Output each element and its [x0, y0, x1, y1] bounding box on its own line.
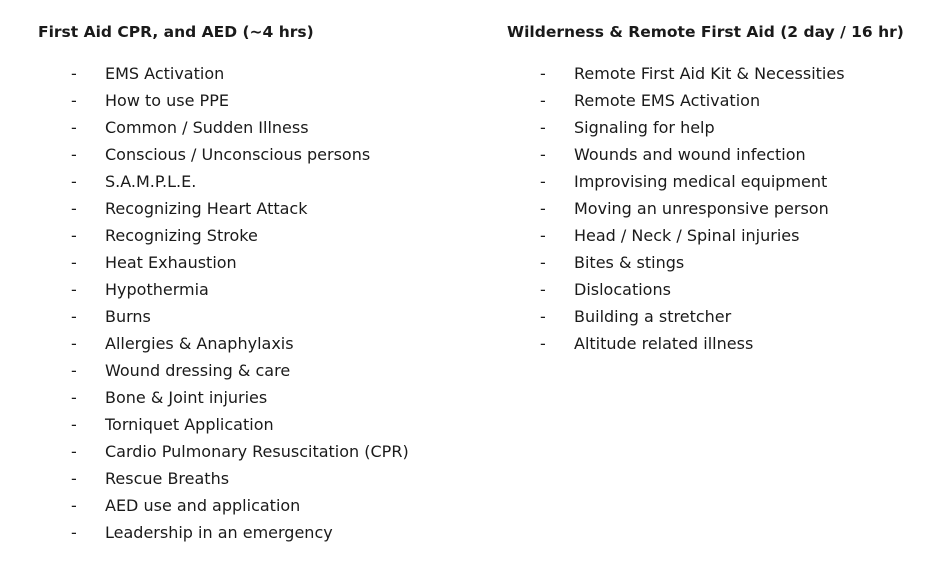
list-item-label: Cardio Pulmonary Resuscitation (CPR) [105, 442, 409, 461]
bullet-dash: - [71, 172, 77, 191]
bullet-dash: - [71, 226, 77, 245]
bullet-dash: - [71, 118, 77, 137]
bullet-dash: - [71, 253, 77, 272]
wilderness-remote-first-aid-section [507, 22, 927, 353]
list-item-label: Altitude related illness [574, 334, 754, 353]
list-item-label: Burns [105, 307, 151, 326]
bullet-dash: - [71, 415, 77, 434]
list-item-label: Hypothermia [105, 280, 209, 299]
bullet-dash: - [71, 145, 77, 164]
bullet-dash: - [540, 307, 546, 326]
list-item-label: Signaling for help [574, 118, 715, 137]
list-item-label: AED use and application [105, 496, 301, 515]
bullet-dash: - [71, 442, 77, 461]
list-item-label: Head / Neck / Spinal injuries [574, 226, 800, 245]
section-heading: First Aid CPR, and AED (~4 hrs) [38, 23, 314, 41]
bullet-dash: - [540, 334, 546, 353]
bullet-dash: - [71, 199, 77, 218]
bullet-dash: - [540, 145, 546, 164]
list-item-label: Wound dressing & care [105, 361, 291, 380]
list-item-label: Bone & Joint injuries [105, 388, 268, 407]
bullet-dash: - [540, 64, 546, 83]
bullet-dash: - [71, 280, 77, 299]
bullet-dash: - [540, 280, 546, 299]
list-item-label: Leadership in an emergency [105, 523, 333, 542]
bullet-dash: - [71, 388, 77, 407]
section-heading: Wilderness & Remote First Aid (2 day / 16 hr) [507, 23, 904, 41]
bullet-dash: - [540, 226, 546, 245]
bullet-dash: - [71, 523, 77, 542]
bullet-dash: - [540, 199, 546, 218]
list-item-label: S.A.M.P.L.E. [105, 172, 197, 191]
list-item-label: Remote EMS Activation [574, 91, 761, 110]
list-item-label: Common / Sudden Illness [105, 118, 309, 137]
list-item-label: Dislocations [574, 280, 671, 299]
list-item-label: Remote First Aid Kit & Necessities [574, 64, 845, 83]
list-item-label: EMS Activation [105, 64, 225, 83]
bullet-dash: - [71, 469, 77, 488]
list-item-label: Building a stretcher [574, 307, 732, 326]
bullet-dash: - [540, 253, 546, 272]
bullet-dash: - [540, 91, 546, 110]
list-item-label: Wounds and wound infection [574, 145, 806, 164]
bullet-dash: - [71, 307, 77, 326]
list-item-label: Heat Exhaustion [105, 253, 237, 272]
bullet-dash: - [540, 118, 546, 137]
bullet-dash: - [71, 361, 77, 380]
list-item-label: Rescue Breaths [105, 469, 230, 488]
bullet-dash: - [540, 172, 546, 191]
bullet-dash: - [71, 91, 77, 110]
list-item-label: Recognizing Stroke [105, 226, 258, 245]
list-item-label: Allergies & Anaphylaxis [105, 334, 294, 353]
list-item-label: How to use PPE [105, 91, 229, 110]
list-item-label: Torniquet Application [105, 415, 274, 434]
list-item-label: Conscious / Unconscious persons [105, 145, 371, 164]
list-item-label: Bites & stings [574, 253, 685, 272]
list-item-label: Recognizing Heart Attack [105, 199, 308, 218]
bullet-dash: - [71, 334, 77, 353]
list-item-label: Improvising medical equipment [574, 172, 828, 191]
first-aid-cpr-aed-section [38, 22, 478, 542]
list-item-label: Moving an unresponsive person [574, 199, 829, 218]
bullet-dash: - [71, 496, 77, 515]
bullet-dash: - [71, 64, 77, 83]
